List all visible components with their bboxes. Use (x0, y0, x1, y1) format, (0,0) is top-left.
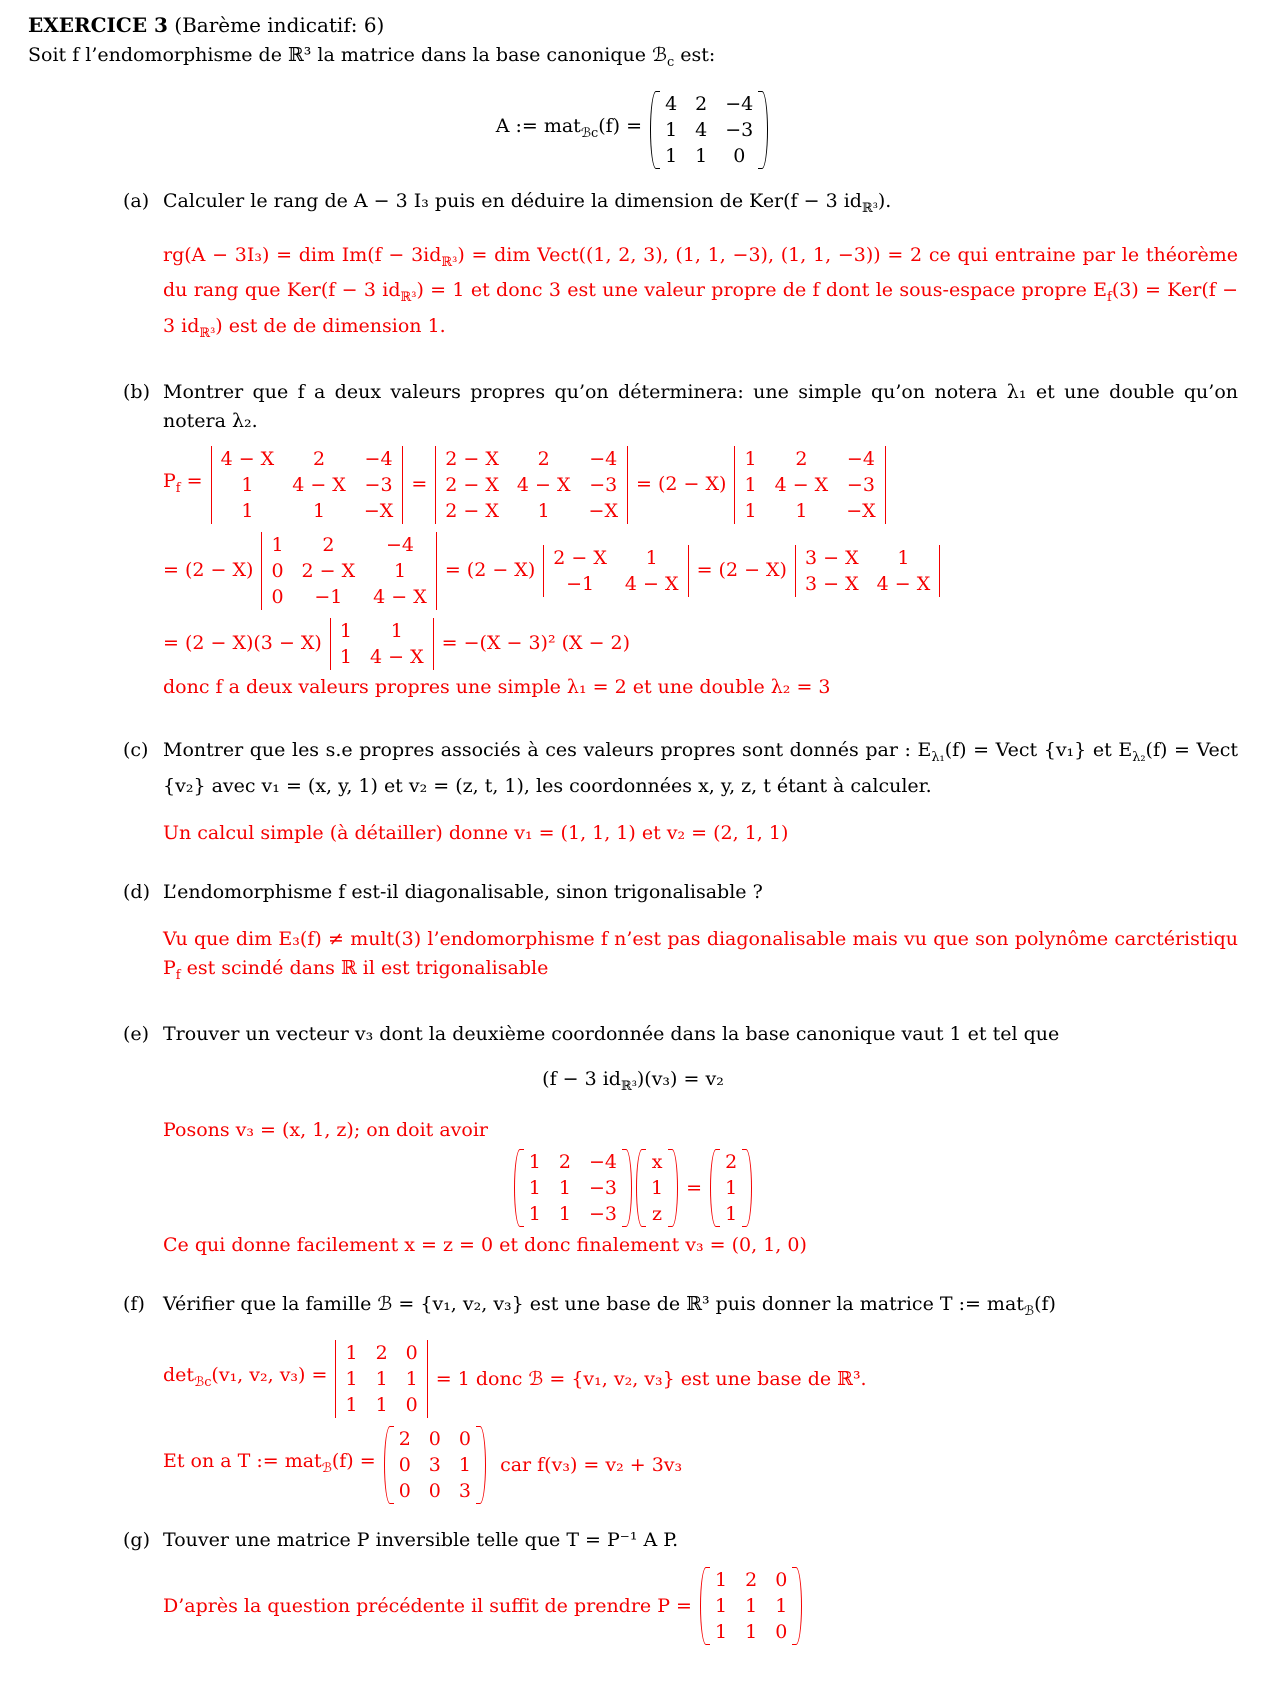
right-paren (622, 1149, 632, 1227)
matrix-cell: 3 − X (805, 572, 859, 595)
matrix-row (390, 1426, 480, 1452)
matrix-P-equation (163, 1567, 1238, 1645)
matrix-row (656, 143, 762, 169)
answer-a: rg(A − 3I₃) = dim $Im(f - 3id_{ℝ^3})$ = dim Vect((1, 2, 3), (1, 1, −3), (1, 1, −3)) = 2 ce qui entraine par le théorème du rang que Ker(f − 3 $id_{ℝ^3}) = 1$ et donc 3 est une valeur propre de f dont le sous-espace propre $E_f(3) = Ker(f - 3$ $id_{ℝ^3}$) est de de dimension 1. (163, 243, 1239, 341)
question-c-label: (c) (123, 738, 149, 761)
matrix-cell: 1 (897, 546, 910, 569)
determinant (543, 545, 688, 597)
matrix-body (261, 532, 436, 610)
question-g-text: Touver une matrice P inversible telle que T = P⁻¹ A P. (163, 1529, 679, 1552)
matrix-row (706, 1567, 796, 1593)
matrix-cell: 1 (339, 645, 352, 668)
question-a-label: (a) (123, 189, 150, 212)
matrix-body (795, 545, 940, 597)
matrix-row (262, 584, 436, 610)
matrix-row (520, 1149, 626, 1175)
matrix-cell: −X (846, 499, 876, 522)
matrix-cell: 4 (665, 92, 678, 115)
paren-matrix (700, 1567, 802, 1645)
question-g-label: (g) (123, 1529, 150, 1552)
equation-text: = (2 − X) (163, 559, 260, 582)
matrix-cell: 1 (528, 1151, 541, 1174)
matrix-cell: 1 (725, 1203, 738, 1226)
matrix-cell: 0 (398, 1480, 411, 1503)
paren-matrix (650, 91, 768, 169)
matrix-cell: 2 − X (553, 546, 607, 569)
question-f-text: Vérifier que la famille ℬ = {v₁, v₂, v₃} est une base de ℝ³ puis donner la matrice T := mat$_ℬ$(f) (163, 1293, 1056, 1320)
matrix-cell: 2 − X (445, 473, 499, 496)
matrix-cell: −3 (725, 118, 754, 141)
char-poly-line-2 (163, 532, 1238, 610)
matrix-cell: −X (363, 499, 394, 522)
equation-text: = (680, 1176, 709, 1199)
equation-text: = (2 − X) (629, 473, 733, 496)
matrix-cell: 2 (375, 1342, 388, 1365)
matrix-row (330, 644, 433, 670)
char-poly-line-3 (163, 618, 1238, 670)
matrix-cell: 2 (398, 1428, 411, 1451)
matrix-cell: −4 (364, 447, 393, 470)
determinant-basis-equation (163, 1340, 1238, 1418)
matrix-cell: 1 (725, 1177, 738, 1200)
equation-text: = 1 donc ℬ = {v₁, v₂, v₃} est une base de ℝ³. (429, 1367, 867, 1390)
equation-text: D’après la question précédente il suffit de prendre P = (163, 1594, 698, 1617)
determinant (261, 532, 436, 610)
matrix-cell: 1 (312, 499, 326, 522)
matrix-cell: 1 (345, 1394, 358, 1417)
matrix-row (656, 117, 762, 143)
question-b-text: Montrer que f a deux valeurs propres qu’on déterminera: une simple qu’on notera λ₁ et une double qu’on notera λ₂. (163, 380, 1238, 432)
matrix-cell: 1 (745, 1621, 758, 1644)
matrix-cell: 1 (665, 144, 678, 167)
answer-e-conclusion: Ce qui donne facilement x = z = 0 et donc finalement v₃ = (0, 1, 0) (163, 1234, 807, 1257)
matrix-cell: 1 (715, 1569, 728, 1592)
intro-text: Soit f l’endomorphisme de ℝ³ la matrice dans la base canonique ℬ$_c$ est: (28, 44, 716, 70)
matrix-cell: 0 (398, 1454, 411, 1477)
matrix-row (390, 1478, 480, 1504)
matrix-row (735, 498, 885, 524)
matrix-cell: 1 (715, 1621, 728, 1644)
answer-e-posons: Posons v₃ = (x, 1, z); on doit avoir (163, 1119, 488, 1142)
matrix-cell: 1 (271, 533, 284, 556)
matrix-cell: 1 (528, 1203, 541, 1226)
matrix-cell: 1 (558, 1203, 571, 1226)
matrix-body (543, 545, 688, 597)
matrix-row (336, 1340, 427, 1366)
matrix-cell: −3 (364, 473, 393, 496)
matrix-cell: 1 (393, 559, 407, 582)
matrix-cell: 1 (775, 1595, 788, 1618)
matrix-row (262, 558, 436, 584)
equation-text: = (2 − X) (438, 559, 542, 582)
matrix-cell: 0 (271, 559, 284, 582)
matrix-cell: 0 (428, 1428, 441, 1451)
matrix-cell: 3 (428, 1454, 441, 1477)
equation-text: $P_f$ = (163, 470, 209, 496)
matrix-row (336, 1366, 427, 1392)
matrix-cell: 1 (390, 619, 403, 642)
matrix-cell: 1 (744, 447, 757, 470)
matrix-cell: −X (588, 499, 618, 522)
exercise-title-number: EXERCICE 3 (28, 13, 168, 37)
question-e-text: Trouver un vecteur v₃ dont la deuxième coordonnée dans la base canonique vaut 1 et tel que (163, 1022, 1060, 1045)
answer-b-conclusion: donc f a deux valeurs propres une simple λ₁ = 2 et une double λ₂ = 3 (163, 675, 831, 698)
matrix-cell: 4 (695, 118, 708, 141)
equation-text: = (2 − X)(3 − X) (163, 632, 328, 655)
matrix-row (544, 571, 688, 597)
matrix-cell: 2 (725, 1151, 738, 1174)
matrix-cell: 1 (458, 1454, 471, 1477)
determinant (435, 446, 628, 524)
matrix-cell: 1 (695, 144, 708, 167)
answer-c: Un calcul simple (à détailler) donne v₁ = (1, 1, 1) et v₂ = (2, 1, 1) (163, 821, 789, 844)
matrix-cell: 4 − X (624, 572, 679, 595)
matrix-cell: 1 (375, 1368, 388, 1391)
matrix-row (706, 1619, 796, 1645)
exercise-title-bareme: (Barème indicatif: 6) (167, 13, 385, 37)
matrix-cell: 1 (645, 546, 658, 569)
question-b (123, 378, 1238, 436)
matrix-cell: 2 − X (445, 447, 499, 470)
matrix-cell: −4 (725, 92, 754, 115)
matrix-row (520, 1175, 626, 1201)
determinant (335, 1340, 427, 1418)
matrix-cell: 1 (744, 473, 757, 496)
matrix-row (336, 1392, 427, 1418)
matrix-cell: 2 (695, 92, 708, 115)
matrix-row (520, 1201, 626, 1227)
matrix-cell: 3 (458, 1480, 471, 1503)
matrix-cell: −4 (588, 1151, 617, 1174)
matrix-body (706, 1567, 796, 1645)
question-d (123, 878, 1238, 907)
equation-text: A := mat$_{ℬc}$(f) = (495, 114, 649, 141)
matrix-cell: 0 (405, 1394, 418, 1417)
matrix-row (735, 446, 885, 472)
right-paren (792, 1567, 802, 1645)
right-paren (668, 1149, 678, 1227)
matrix-row (656, 91, 762, 117)
matrix-cell: x (651, 1151, 663, 1174)
matrix-row (330, 618, 433, 644)
matrix-cell: −4 (589, 447, 618, 470)
question-f (123, 1290, 1238, 1326)
matrix-cell: 0 (775, 1569, 788, 1592)
equation-text: = (405, 473, 434, 496)
matrix-cell: 0 (458, 1428, 471, 1451)
paren-matrix (636, 1149, 678, 1227)
matrix-row (262, 532, 436, 558)
matrix-cell: z (652, 1203, 663, 1226)
determinant (211, 446, 404, 524)
matrix-cell: 4 − X (220, 447, 275, 470)
question-f-label: (f) (123, 1293, 145, 1316)
matrix-body (330, 618, 434, 670)
matrix-cell: −3 (846, 473, 875, 496)
matrix-A-equation (28, 91, 1238, 169)
matrix-row (796, 545, 940, 571)
matrix-equation-e (28, 1149, 1238, 1227)
determinant (330, 618, 434, 670)
matrix-cell: 4 − X (774, 473, 829, 496)
answer-d: Vu que dim E₃(f) ≠ mult(3) l’endomorphisme f n’est pas diagonalisable mais vu que son polynôme carctéristiqu $P_f$ est scindé dans ℝ il est trigonalisable (163, 927, 1238, 983)
matrix-row (390, 1452, 480, 1478)
matrix-cell: −3 (588, 1203, 617, 1226)
matrix-cell: 1 (744, 499, 757, 522)
matrix-cell: 3 − X (805, 546, 859, 569)
matrix-cell: 1 (339, 619, 352, 642)
matrix-cell: 2 (537, 447, 550, 470)
equation-text: car f(v₃) = v₂ + 3v₃ (487, 1453, 683, 1476)
equation-text: $\det_{ℬc}(v_1$, v₂, v₃) = (163, 1364, 334, 1391)
matrix-cell: 1 (651, 1177, 664, 1200)
matrix-cell: −4 (385, 533, 414, 556)
matrix-body (211, 446, 404, 524)
matrix-cell: 2 − X (301, 559, 356, 582)
matrix-row (211, 446, 403, 472)
char-poly-line-1 (163, 446, 1238, 524)
matrix-row (735, 472, 885, 498)
matrix-cell: 1 (665, 118, 678, 141)
paren-matrix (514, 1149, 632, 1227)
question-d-label: (d) (123, 880, 150, 903)
paren-matrix (710, 1149, 752, 1227)
matrix-cell: 1 (241, 473, 254, 496)
determinant (795, 545, 940, 597)
question-c-text: Montrer que les s.e propres associés à ces valeurs propres sont donnés par : $E_{\lambda_1}(f)$ = Vect {v₁} et $E_{\lambda_2}(f)$ = Vect {v₂} avec v₁ = (x, y, 1) et v₂ = (z, t, 1), les coordonnées x, y, z, t étant à calculer. (163, 738, 1238, 797)
matrix-cell: 1 (375, 1394, 388, 1417)
matrix-body (390, 1426, 480, 1504)
matrix-cell: 1 (345, 1368, 358, 1391)
question-c (123, 736, 1238, 801)
question-d-text: L’endomorphisme f est-il diagonalisable, sinon trigonalisable ? (163, 880, 763, 903)
matrix-row (436, 498, 628, 524)
matrix-cell: 1 (405, 1368, 418, 1391)
matrix-cell: 0 (428, 1480, 441, 1503)
right-paren (476, 1426, 486, 1504)
matrix-cell: 1 (795, 499, 808, 522)
matrix-cell: 2 (745, 1569, 758, 1592)
equation-text: = −(X − 3)² (X − 2) (435, 632, 631, 655)
matrix-body (734, 446, 885, 524)
matrix-cell: 1 (715, 1595, 728, 1618)
question-a-text: Calculer le rang de A − 3 I₃ puis en déduire la dimension de Ker(f − 3 $id_{ℝ^3}$). (163, 189, 892, 216)
determinant (734, 446, 885, 524)
matrix-cell: 2 (322, 533, 335, 556)
matrix-cell: 1 (558, 1177, 571, 1200)
question-e-label: (e) (123, 1022, 150, 1045)
matrix-cell: 1 (745, 1595, 758, 1618)
matrix-cell: 2 − X (445, 499, 499, 522)
matrix-cell: 4 − X (516, 473, 571, 496)
matrix-T-equation (163, 1426, 1238, 1504)
matrix-cell: 4 − X (876, 572, 931, 595)
matrix-cell: −3 (588, 1177, 617, 1200)
matrix-cell: 0 (775, 1621, 788, 1644)
question-e (123, 1020, 1238, 1049)
matrix-row (211, 498, 403, 524)
right-paren (742, 1149, 752, 1227)
matrix-body (520, 1149, 626, 1227)
matrix-row (544, 545, 688, 571)
matrix-cell: 1 (537, 499, 550, 522)
matrix-row (211, 472, 403, 498)
question-g (123, 1526, 1238, 1555)
equation-text: = (2 − X) (690, 559, 794, 582)
matrix-cell: −3 (589, 473, 618, 496)
matrix-body (335, 1340, 427, 1418)
paren-matrix (384, 1426, 486, 1504)
matrix-cell: 2 (795, 447, 808, 470)
matrix-cell: 1 (528, 1177, 541, 1200)
matrix-cell: 0 (733, 144, 746, 167)
equation-text: Et on a T := mat$_ℬ$(f) = (163, 1450, 382, 1477)
matrix-body (435, 446, 628, 524)
question-b-label: (b) (123, 380, 150, 403)
matrix-row (796, 571, 940, 597)
matrix-cell: −1 (314, 585, 343, 608)
matrix-cell: 2 (312, 447, 326, 470)
matrix-cell: −4 (846, 447, 875, 470)
matrix-cell: 0 (405, 1342, 418, 1365)
matrix-cell: 0 (271, 585, 284, 608)
matrix-cell: 2 (558, 1151, 571, 1174)
matrix-cell: 4 − X (292, 473, 346, 496)
right-paren (758, 91, 768, 169)
matrix-body (656, 91, 762, 169)
display-equation-e: (f − 3 $id_{ℝ^3})(v_3) = v_2$ (542, 1067, 724, 1094)
matrix-row (436, 472, 628, 498)
matrix-cell: 4 − X (369, 645, 424, 668)
matrix-cell: −1 (566, 572, 595, 595)
question-a (123, 187, 1238, 223)
matrix-cell: 4 − X (373, 585, 427, 608)
matrix-cell: 1 (241, 499, 254, 522)
matrix-cell: 1 (345, 1342, 358, 1365)
matrix-row (436, 446, 628, 472)
matrix-row (706, 1593, 796, 1619)
exercise-title (28, 12, 1238, 38)
